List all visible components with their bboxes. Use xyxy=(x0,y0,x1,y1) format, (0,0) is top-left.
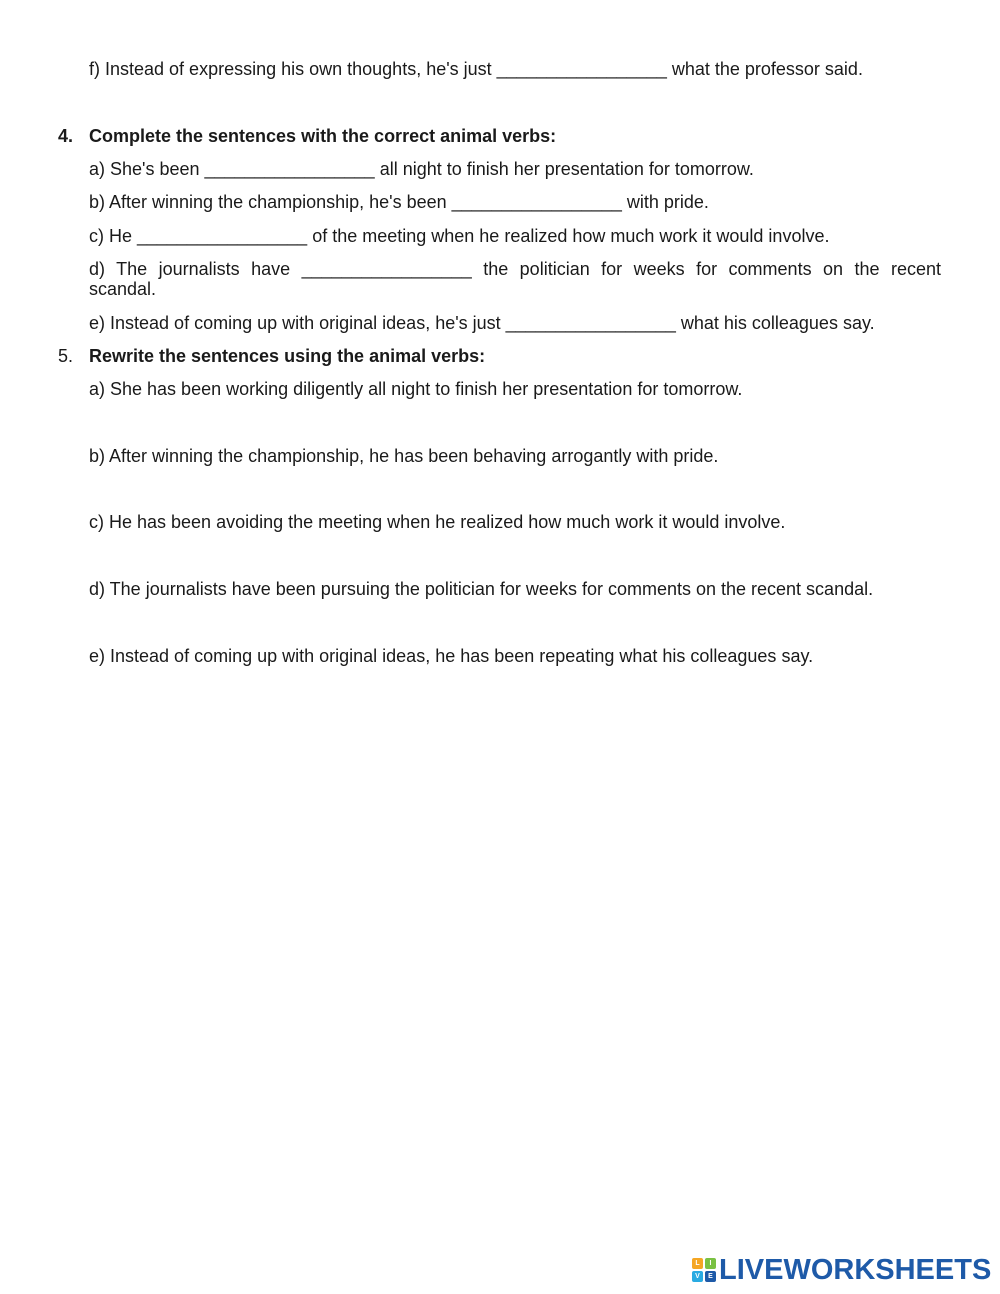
ex4-item-d-line1: d) The journalists have _________________ the politician for weeks for comments on the recent xyxy=(89,259,941,279)
ex5-number: 5. xyxy=(58,346,74,366)
ex3-item-f: f) Instead of expressing his own thoughts, he's just _________________ what the professor said. xyxy=(89,59,863,79)
liveworksheets-logo-icon xyxy=(692,1258,716,1282)
ex4-heading: Complete the sentences with the correct animal verbs: xyxy=(89,126,557,146)
logo-tile-i: I xyxy=(705,1258,716,1269)
ex5-item-c: c) He has been avoiding the meeting when he realized how much work it would involve. xyxy=(89,512,786,532)
ex5-item-e: e) Instead of coming up with original ideas, he has been repeating what his colleagues say. xyxy=(89,646,814,666)
ex5-heading: Rewrite the sentences using the animal verbs: xyxy=(89,346,486,366)
liveworksheets-logo xyxy=(692,1255,991,1285)
logo-tile-l: L xyxy=(692,1258,703,1269)
ex4-number: 4. xyxy=(58,126,74,146)
ex4-item-a: a) She's been _________________ all night to finish her presentation for tomorrow. xyxy=(89,159,754,179)
ex4-item-e: e) Instead of coming up with original ideas, he's just _________________ what his colleagues say. xyxy=(89,313,875,333)
logo-tile-e: E xyxy=(705,1271,716,1282)
liveworksheets-logo-text: LIVEWORKSHEETS xyxy=(719,1254,992,1286)
ex4-item-d-line2: scandal. xyxy=(89,279,157,299)
ex5-item-a: a) She has been working diligently all night to finish her presentation for tomorrow. xyxy=(89,379,743,399)
ex5-item-d: d) The journalists have been pursuing the politician for weeks for comments on the recent scandal. xyxy=(89,579,874,599)
ex4-item-c: c) He _________________ of the meeting when he realized how much work it would involve. xyxy=(89,226,830,246)
logo-tile-v: V xyxy=(692,1271,703,1282)
ex4-item-b: b) After winning the championship, he's been _________________ with pride. xyxy=(89,192,709,212)
ex5-item-b: b) After winning the championship, he has been behaving arrogantly with pride. xyxy=(89,446,719,466)
